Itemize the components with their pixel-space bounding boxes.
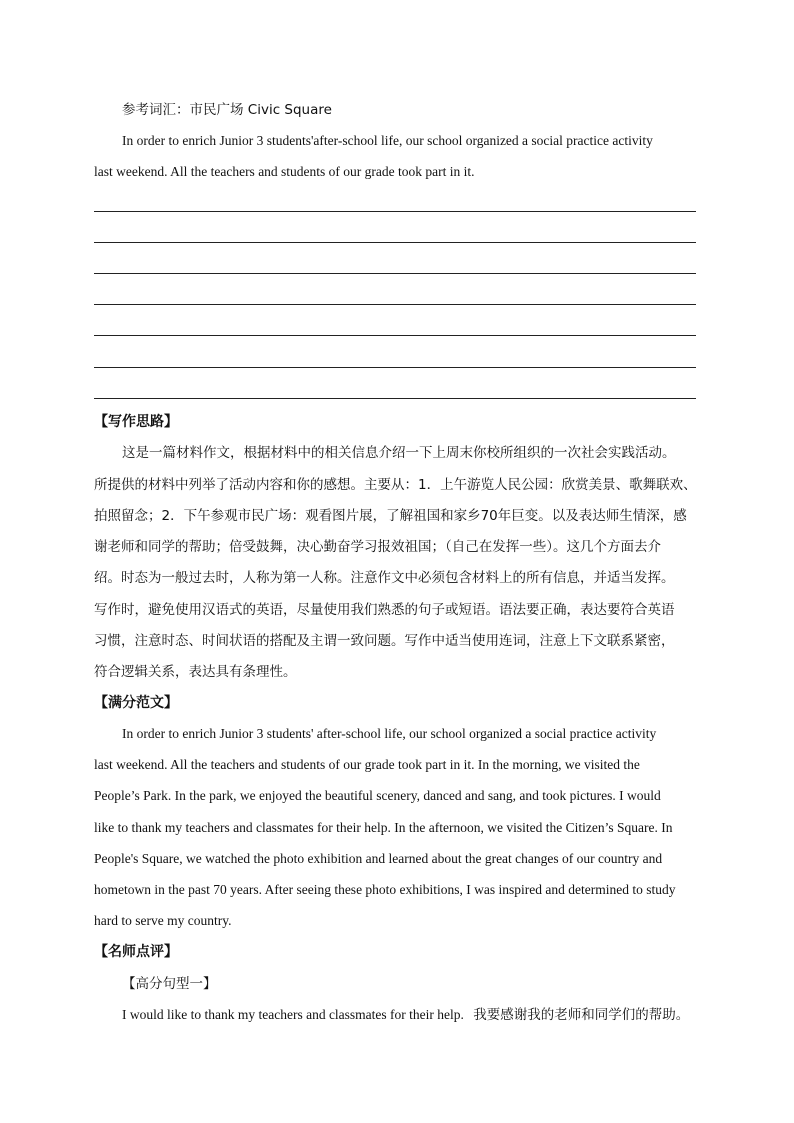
example-sentence [122,1005,689,1025]
vocab-line: 参考词汇：市民广场 Civic Square [122,102,332,118]
model-line: People's Square, we watched the photo exhibition and learned about the great changes of our country and [94,851,663,866]
writing-line [94,242,696,243]
model-line: like to thank my teachers and classmates for their help. In the afternoon, we visited the Citizen’s Square. In [94,820,673,835]
section-heading-thinking: 【写作思路】 [94,414,178,430]
section-heading-model: 【满分范文】 [94,695,178,711]
example-sentence-cn: 我要感谢我的老师和同学们的帮助。 [473,1007,690,1023]
thinking-line: 谢老师和同学的帮助；倍受鼓舞，决心勤奋学习报效祖国；（自己在发挥一些）。这几个方面去介 [94,539,661,555]
model-line: hometown in the past 70 years. After seeing these photo exhibitions, I was inspired and determined to study [94,882,676,897]
model-line: last weekend. All the teachers and students of our grade took part in it. In the morning, we visited the [94,757,640,772]
writing-line [94,304,696,305]
thinking-line: 所提供的材料中列举了活动内容和你的感想。主要从：1．上午游览人民公园：欣赏美景、歌舞联欢、 [94,477,697,493]
writing-line [94,398,696,399]
model-line: hard to serve my country. [94,913,232,928]
example-sentence-en: I would like to thank my teachers and classmates for their help. [122,1007,464,1022]
model-line: People’s Park. In the park, we enjoyed the beautiful scenery, danced and sang, and took pictures. I would [94,788,661,803]
writing-line [94,335,696,336]
thinking-line: 绍。时态为一般过去时，人称为第一人称。注意作文中必须包含材料上的所有信息，并适当发挥。 [94,570,675,586]
section-heading-comment: 【名师点评】 [94,944,178,960]
thinking-line: 这是一篇材料作文，根据材料中的相关信息介绍一下上周末你校所组织的一次社会实践活动。 [122,445,676,461]
thinking-line: 拍照留念；2．下午参观市民广场：观看图片展，了解祖国和家乡70年巨变。以及表达师生情深，感 [94,508,687,524]
thinking-line: 写作时，避免使用汉语式的英语，尽量使用我们熟悉的句子或短语。语法要正确，表达要符合英语 [94,602,675,618]
model-line: In order to enrich Junior 3 students' after-school life, our school organized a social practice activity [122,726,657,741]
prompt-line-2: last weekend. All the teachers and students of our grade took part in it. [94,164,475,179]
writing-line [94,273,696,274]
subheading-sentence-pattern: 【高分句型一】 [122,976,217,992]
writing-line [94,367,696,368]
writing-line [94,211,696,212]
thinking-line: 习惯，注意时态、时间状语的搭配及主谓一致问题。写作中适当使用连词，注意上下文联系紧密， [94,633,675,649]
prompt-line-1: In order to enrich Junior 3 students'after-school life, our school organized a social practice activity [122,133,653,148]
thinking-line: 符合逻辑关系，表达具有条理性。 [94,664,297,680]
